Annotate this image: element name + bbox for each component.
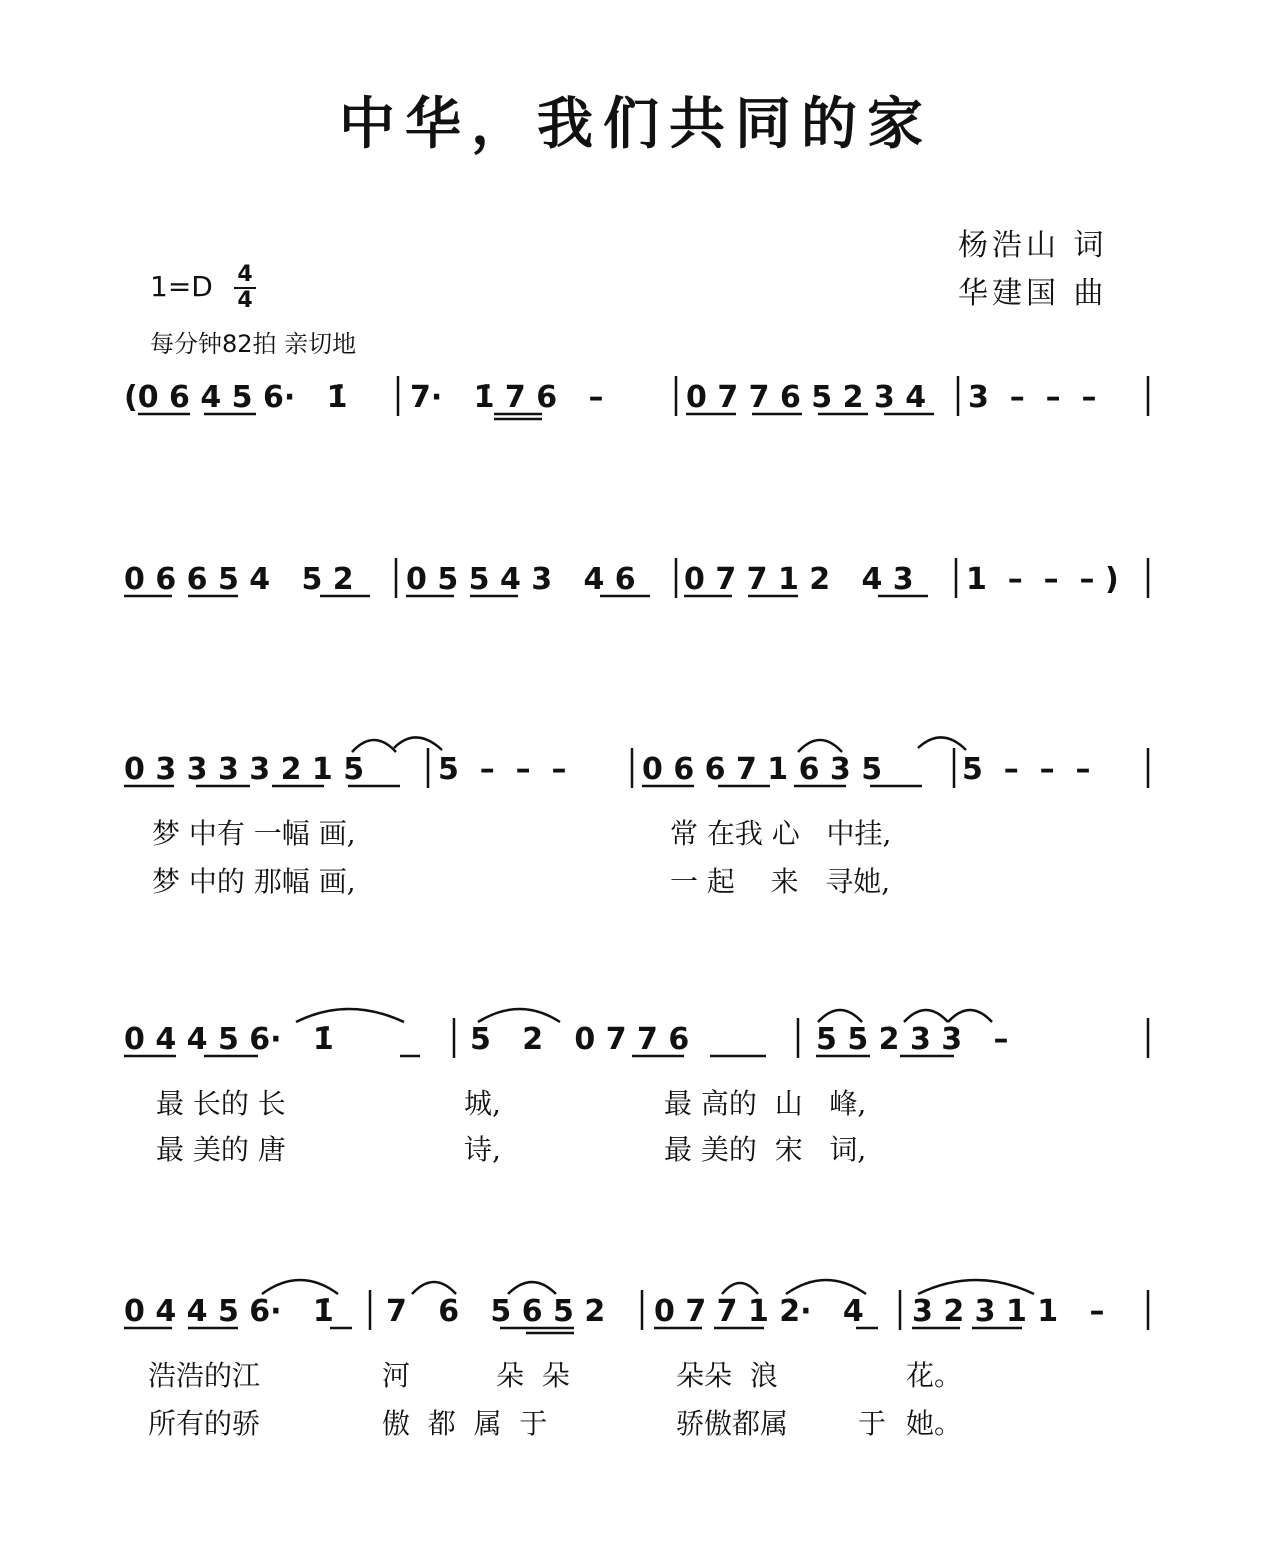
line3-lyric2-part2: 一 起 来 寻她, xyxy=(670,865,891,898)
line4-measure2: 5 2 0 7 7 6 xyxy=(470,1022,690,1057)
line4-lyric2-part2: 诗, xyxy=(464,1133,501,1166)
line5-measure4: 3 2 3 1 1 – xyxy=(912,1294,1105,1329)
line5-lyric2-part1: 所有的骄 xyxy=(148,1407,261,1440)
line4-lyric2-part1: 最 美的 唐 xyxy=(156,1133,286,1166)
line3-measure4: 5 – – – xyxy=(962,752,1091,787)
tie xyxy=(918,1280,1034,1294)
tie xyxy=(948,1010,992,1022)
line5-lyric2-part3: 骄傲都属 xyxy=(676,1407,789,1440)
tie xyxy=(786,1280,866,1294)
tie xyxy=(722,1283,758,1294)
line4-lyric1-part2: 城, xyxy=(464,1087,501,1120)
line3-lyric1-part1: 梦 中有 一幅 画, xyxy=(152,817,356,850)
line2-measure2: 0 5 5 4 3 4 6 xyxy=(406,562,636,597)
line3-measure1: 0 3 3 3 3 2 1 5 xyxy=(124,752,365,787)
line4-measure1: 0 4 4 5 6· 1̇ xyxy=(124,1022,334,1057)
tie xyxy=(394,737,442,750)
time-signature-top: 4 xyxy=(237,262,253,287)
line1-measure3: 0 7 7 6 5 2 3 4 xyxy=(686,380,927,415)
line1-measure2: 7· 1̇ 7 6 – xyxy=(410,380,604,415)
line3-lyric1-part2: 常 在我 心 中挂, xyxy=(670,817,892,850)
tie xyxy=(818,1010,862,1022)
composer-credit: 华建国 曲 xyxy=(958,276,1108,311)
line4-measure3: 5 5 2 3 3 – xyxy=(816,1022,1009,1057)
line5-measure3: 0 7 7 1 2· 4 xyxy=(654,1294,864,1329)
tie xyxy=(904,1010,948,1022)
key-signature: 1=D xyxy=(150,270,213,303)
line3-measure2: 5 – – – xyxy=(438,752,567,787)
tie xyxy=(352,740,396,752)
line5-measure1: 0 4 4 5 6· 1̇ xyxy=(124,1294,334,1329)
line1-measure1: (0 6 4 5 6· 1̇ xyxy=(124,380,348,415)
line3-measure3: 0 6 6 7 1 6 3 5 xyxy=(642,752,883,787)
tie xyxy=(918,737,966,750)
line4-lyric2-part3: 最 美的 宋 词, xyxy=(664,1133,867,1166)
time-signature-bottom: 4 xyxy=(237,288,253,313)
line3-lyric2-part1: 梦 中的 那幅 画, xyxy=(152,865,356,898)
line5-lyric1-part3: 朵 朵 xyxy=(496,1359,570,1392)
line5-measure2: 7 6 5 6 5 2 xyxy=(386,1294,606,1329)
line2-measure1: 0 6 6 5 4 5 2 xyxy=(124,562,354,597)
line4-lyric1-part3: 最 高的 山 峰, xyxy=(664,1087,867,1120)
tie xyxy=(296,1009,404,1022)
tie xyxy=(478,1009,560,1022)
line2-measure3: 0 7 7 1 2 4 3 xyxy=(684,562,914,597)
line1-measure4: 3 – – – xyxy=(968,380,1097,415)
line2-measure4: 1 – – – ) xyxy=(966,562,1119,597)
line5-lyric1-part1: 浩浩的江 xyxy=(148,1359,261,1392)
tempo-marking: 每分钟82拍 亲切地 xyxy=(150,330,357,358)
line4-lyric1-part1: 最 长的 长 xyxy=(156,1087,286,1120)
line5-lyric2-part4: 于 xyxy=(858,1407,887,1440)
tie xyxy=(798,740,842,752)
lyricist-credit: 杨浩山 词 xyxy=(958,228,1108,263)
tie xyxy=(508,1282,556,1294)
song-title: 中华，我们共同的家 xyxy=(339,91,933,157)
line5-lyric2-part5: 她。 xyxy=(906,1407,963,1440)
line5-lyric1-part4: 朵朵 浪 xyxy=(676,1359,778,1392)
line5-lyric1-part2: 河 xyxy=(382,1359,411,1392)
line5-lyric1-part5: 花。 xyxy=(906,1359,963,1392)
line5-lyric2-part2: 傲 都 属 于 xyxy=(382,1407,548,1440)
tie xyxy=(412,1282,456,1294)
tie xyxy=(262,1280,338,1294)
